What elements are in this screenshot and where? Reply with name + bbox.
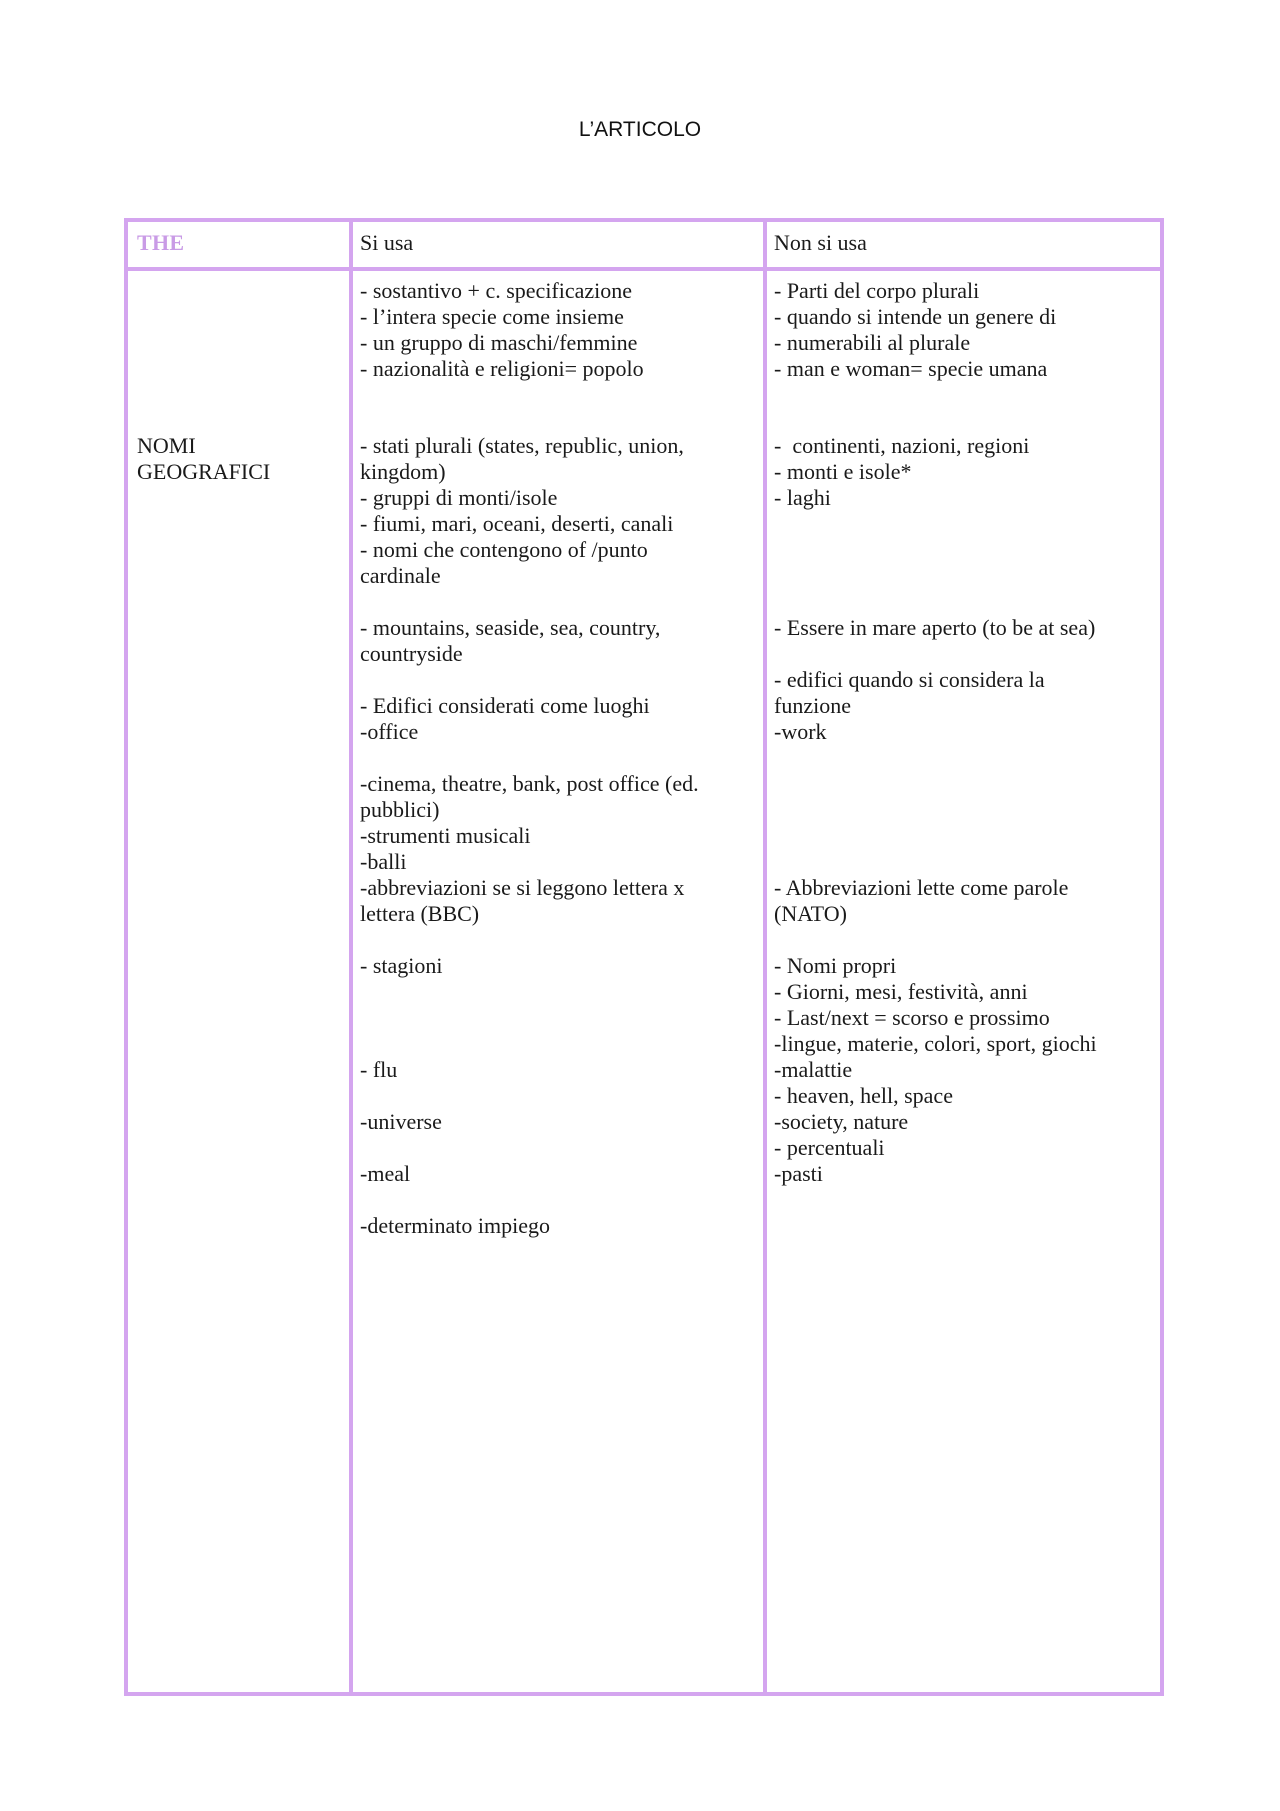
si-usa-line: -strumenti musicali [360, 823, 531, 848]
si-usa-line: -universe [360, 1109, 442, 1134]
non-si-usa-line: - man e woman= specie umana [774, 356, 1048, 381]
si-usa-line: - sostantivo + c. specificazione [360, 278, 633, 303]
si-usa-line: -balli [360, 849, 407, 874]
non-si-usa-line: - Essere in mare aperto (to be at sea) [774, 615, 1096, 640]
si-usa-line: -meal [360, 1161, 411, 1186]
non-si-usa-line: -society, nature [774, 1109, 909, 1134]
non-si-usa-line: - edifici quando si considera la [774, 667, 1045, 692]
si-usa-line: lettera (BBC) [360, 901, 480, 926]
row-label: GEOGRAFICI [137, 459, 271, 484]
non-si-usa-line: - percentuali [774, 1135, 885, 1160]
non-si-usa-line: -malattie [774, 1057, 853, 1082]
si-usa-line: - stagioni [360, 953, 443, 978]
non-si-usa-line: -lingue, materie, colori, sport, giochi [774, 1031, 1097, 1056]
si-usa-line: - nomi che contengono of /punto [360, 537, 648, 562]
row-label: NOMI [137, 433, 196, 458]
header-the-label: THE [137, 230, 185, 255]
header-non-si-usa: Non si usa [774, 230, 867, 255]
si-usa-line: kingdom) [360, 459, 446, 484]
non-si-usa-line: - continenti, nazioni, regioni [774, 433, 1030, 458]
non-si-usa-line: - monti e isole* [774, 459, 912, 484]
non-si-usa-line: - Giorni, mesi, festività, anni [774, 979, 1028, 1004]
si-usa-line: - stati plurali (states, republic, union, [360, 433, 684, 458]
si-usa-line: -determinato impiego [360, 1213, 550, 1238]
si-usa-line: - gruppi di monti/isole [360, 485, 558, 510]
non-si-usa-line: - heaven, hell, space [774, 1083, 953, 1108]
non-si-usa-line: - numerabili al plurale [774, 330, 971, 355]
header-divider [128, 267, 1160, 271]
si-usa-line: - l’intera specie come insieme [360, 304, 624, 329]
non-si-usa-line: - Parti del corpo plurali [774, 278, 980, 303]
si-usa-line: - Edifici considerati come luoghi [360, 693, 650, 718]
si-usa-line: - fiumi, mari, oceani, deserti, canali [360, 511, 674, 536]
non-si-usa-line: -pasti [774, 1161, 823, 1186]
non-si-usa-line: - Nomi propri [774, 953, 897, 978]
column-divider [349, 222, 353, 1692]
header-si-usa: Si usa [360, 230, 414, 255]
non-si-usa-line: - Last/next = scorso e prossimo [774, 1005, 1050, 1030]
column-divider [763, 222, 767, 1692]
si-usa-line: - nazionalità e religioni= popolo [360, 356, 644, 381]
non-si-usa-line: -work [774, 719, 827, 744]
non-si-usa-line: (NATO) [774, 901, 847, 926]
si-usa-line: cardinale [360, 563, 441, 588]
si-usa-line: - mountains, seaside, sea, country, [360, 615, 661, 640]
non-si-usa-line: funzione [774, 693, 851, 718]
non-si-usa-line: - laghi [774, 485, 831, 510]
si-usa-line: - flu [360, 1057, 398, 1082]
si-usa-line: countryside [360, 641, 463, 666]
si-usa-line: -office [360, 719, 419, 744]
si-usa-line: pubblici) [360, 797, 440, 822]
non-si-usa-line: - quando si intende un genere di [774, 304, 1057, 329]
si-usa-line: -cinema, theatre, bank, post office (ed. [360, 771, 699, 796]
page-title: L’ARTICOLO [578, 118, 702, 141]
si-usa-line: -abbreviazioni se si leggono lettera x [360, 875, 685, 900]
si-usa-line: - un gruppo di maschi/femmine [360, 330, 638, 355]
non-si-usa-line: - Abbreviazioni lette come parole [774, 875, 1069, 900]
